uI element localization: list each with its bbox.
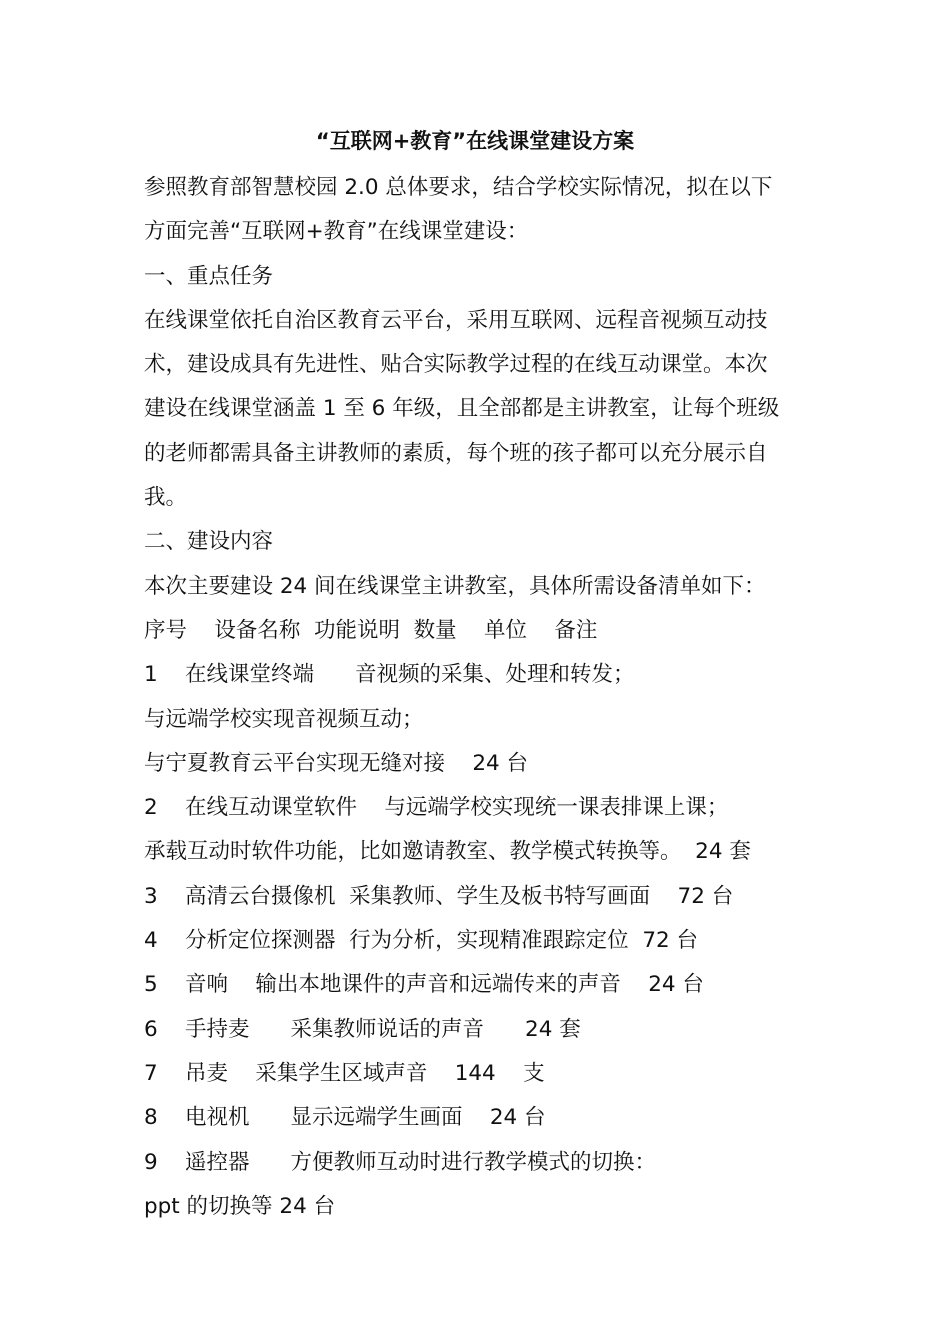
section-heading-key-tasks: 一、重点任务	[144, 263, 274, 289]
equipment-item-9: 9 遥控器 方便教师互动时进行教学模式的切换：	[144, 1149, 657, 1175]
equipment-item-4: 4 分析定位探测器 行为分析，实现精准跟踪定位 72 台	[144, 928, 699, 954]
equipment-item-8: 8 电视机 显示远端学生画面 24 台	[144, 1105, 546, 1131]
paragraph-intro-line-2: 方面完善“互联网+教育”在线课堂建设：	[144, 219, 529, 245]
section-heading-content: 二、建设内容	[144, 529, 274, 555]
equipment-item-6: 6 手持麦 采集教师说话的声音 24 套	[144, 1016, 581, 1042]
equipment-list-header: 序号 设备名称 功能说明 数量 单位 备注	[144, 617, 598, 643]
document-body	[144, 166, 814, 1229]
paragraph-intro-line-1: 参照教育部智慧校园 2.0 总体要求，结合学校实际情况，拟在以下	[144, 175, 773, 200]
paragraph-tasks-line-1: 在线课堂依托自治区教育云平台，采用互联网、远程音视频互动技	[144, 307, 768, 333]
equipment-item-1: 1 在线课堂终端 音视频的采集、处理和转发；	[144, 662, 635, 688]
paragraph-tasks-line-5: 我。	[144, 485, 188, 511]
equipment-item-3: 3 高清云台摄像机 采集教师、学生及板书特写画面 72 台	[144, 883, 734, 909]
equipment-item-2: 2 在线互动课堂软件 与远端学校实现统一课表排课上课；	[144, 795, 729, 821]
equipment-item-1-cont-2: 与宁夏教育云平台实现无缝对接 24 台	[144, 750, 529, 776]
document-title: “互联网+教育”在线课堂建设方案	[315, 129, 635, 153]
paragraph-tasks-line-4: 的老师都需具备主讲教师的素质，每个班的孩子都可以充分展示自	[144, 440, 768, 466]
paragraph-tasks-line-2: 术，建设成具有先进性、贴合实际教学过程的在线互动课堂。本次	[144, 352, 768, 378]
equipment-item-9-cont: ppt 的切换等 24 台	[144, 1193, 336, 1219]
equipment-item-7: 7 吊麦 采集学生区域声音 144 支	[144, 1060, 545, 1086]
paragraph-tasks-line-3: 建设在线课堂涵盖 1 至 6 年级，且全部都是主讲教室，让每个班级	[144, 396, 780, 422]
paragraph-content-intro: 本次主要建设 24 间在线课堂主讲教室，具体所需设备清单如下：	[144, 573, 766, 599]
equipment-item-2-cont: 承载互动时软件功能，比如邀请教室、教学模式转换等。 24 套	[144, 839, 751, 865]
equipment-item-1-cont-1: 与远端学校实现音视频互动；	[144, 706, 424, 732]
equipment-item-5: 5 音响 输出本地课件的声音和远端传来的声音 24 台	[144, 972, 704, 998]
